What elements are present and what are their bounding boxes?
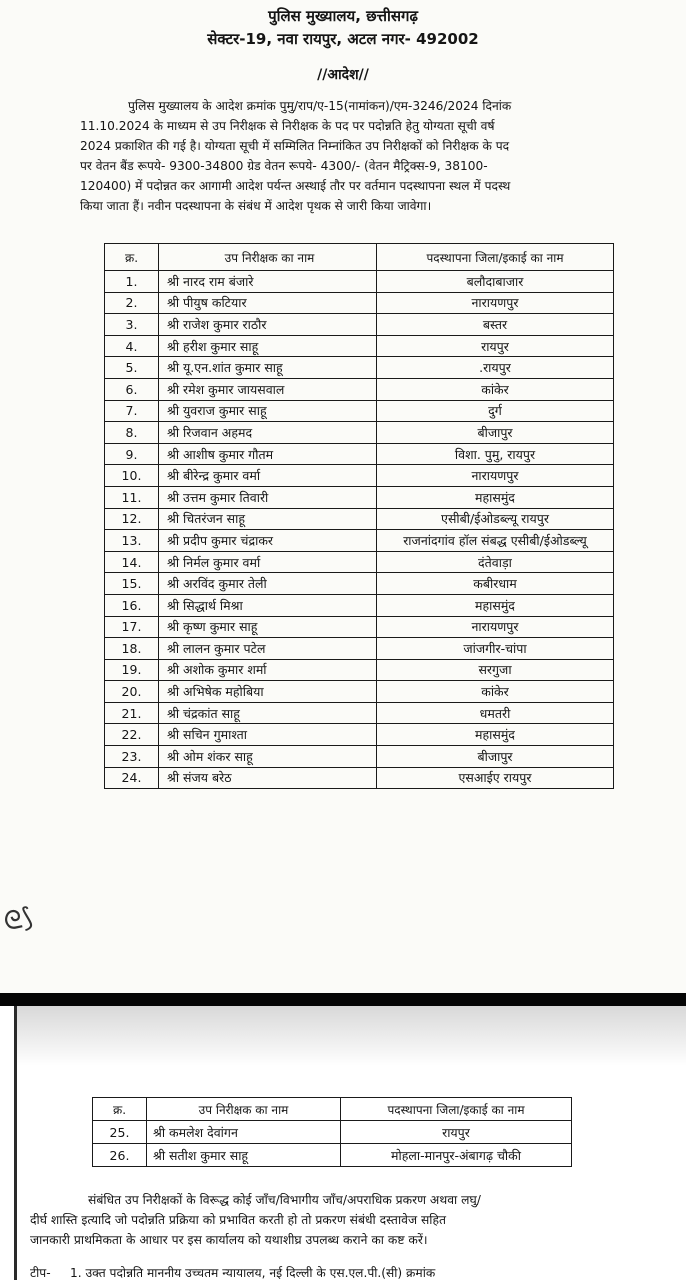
serial-number: 22. [105, 724, 159, 746]
serial-header: क्र. [93, 1098, 147, 1121]
officer-name: श्री लालन कुमार पटेल [159, 638, 377, 660]
table-row [105, 271, 614, 293]
closing-paragraph [30, 1190, 660, 1250]
table-header-row [105, 244, 614, 271]
table-header-row [93, 1098, 572, 1121]
officer-name: श्री निर्मल कुमार वर्मा [159, 551, 377, 573]
posting-location: महासमुंद [377, 486, 614, 508]
serial-number: 19. [105, 659, 159, 681]
serial-number: 5. [105, 357, 159, 379]
posting-location: बीजापुर [377, 422, 614, 444]
handwritten-mark: ᘓ⟆ [1, 902, 36, 938]
serial-number: 1. [105, 271, 159, 293]
serial-number: 16. [105, 594, 159, 616]
table-row [105, 314, 614, 336]
posting-location: सरगुजा [377, 659, 614, 681]
table-row [105, 335, 614, 357]
serial-number: 15. [105, 573, 159, 595]
officer-name: श्री उत्तम कुमार तिवारी [159, 486, 377, 508]
officer-name: श्री कृष्ण कुमार साहू [159, 616, 377, 638]
page-shadow [17, 1006, 686, 1066]
table-row [93, 1144, 572, 1167]
serial-header: क्र. [105, 244, 159, 271]
table-row [105, 422, 614, 444]
name-header: उप निरीक्षक का नाम [147, 1098, 341, 1121]
serial-number: 9. [105, 443, 159, 465]
officer-name: श्री कमलेश देवांगन [147, 1121, 341, 1144]
serial-number: 8. [105, 422, 159, 444]
serial-number: 24. [105, 767, 159, 789]
table-row [105, 378, 614, 400]
posting-location: कांकेर [377, 681, 614, 703]
officer-name: श्री राजेश कुमार राठौर [159, 314, 377, 336]
continuation-table [92, 1097, 572, 1167]
posting-location: रायपुर [341, 1121, 572, 1144]
intro-line: पुलिस मुख्यालय के आदेश क्रमांक पुमु/राप/ए-15(नामांकन)/एम-3246/2024 दिनांक [128, 99, 512, 113]
officer-name: श्री अशोक कुमार शर्मा [159, 659, 377, 681]
officer-name: श्री चंद्रकांत साहू [159, 702, 377, 724]
table-row [105, 681, 614, 703]
officer-name: श्री बीरेन्द्र कुमार वर्मा [159, 465, 377, 487]
officer-name: श्री नारद राम बंजारे [159, 271, 377, 293]
table-row [105, 616, 614, 638]
officer-name: श्री अभिषेक महोबिया [159, 681, 377, 703]
table-row [105, 767, 614, 789]
serial-number: 17. [105, 616, 159, 638]
table-row [105, 638, 614, 660]
officer-name: श्री ओम शंकर साहू [159, 746, 377, 768]
posting-location: एसीबी/ईओडब्ल्यू रायपुर [377, 508, 614, 530]
table-row [105, 530, 614, 552]
table-row [105, 465, 614, 487]
officer-name: श्री यू.एन.शांत कुमार साहू [159, 357, 377, 379]
posting-location: नारायणपुर [377, 465, 614, 487]
table-row [105, 702, 614, 724]
officer-name: श्री अरविंद कुमार तेली [159, 573, 377, 595]
document-page-2 [0, 1006, 686, 1280]
continuation-table-body [93, 1121, 572, 1167]
posting-location: नारायणपुर [377, 292, 614, 314]
officer-name: श्री प्रदीप कुमार चंद्राकर [159, 530, 377, 552]
posting-location: नारायणपुर [377, 616, 614, 638]
closing-line: संबंधित उप निरीक्षकों के विरूद्ध कोई जाँच/विभागीय जाँच/अपराधिक प्रकरण अथवा लघु/ [88, 1193, 481, 1207]
intro-line: किया जाता हैं। नवीन पदस्थापना के संबंध में आदेश पृथक से जारी किया जावेगा। [80, 199, 432, 213]
serial-number: 3. [105, 314, 159, 336]
posting-location: जांजगीर-चांपा [377, 638, 614, 660]
intro-paragraph [80, 96, 622, 216]
serial-number: 26. [93, 1144, 147, 1167]
posting-location: कांकेर [377, 378, 614, 400]
officer-name: श्री पीयुष कटियार [159, 292, 377, 314]
table-row [105, 443, 614, 465]
order-heading: //आदेश// [317, 67, 369, 83]
officer-name: श्री सचिन गुमाश्ता [159, 724, 377, 746]
promotion-table [104, 243, 614, 789]
officer-name: श्री युवराज कुमार साहू [159, 400, 377, 422]
intro-line: 11.10.2024 के माध्यम से उप निरीक्षक से निरीक्षक के पद पर पदोन्नति हेतु योग्यता सूची वर्ष [80, 119, 495, 133]
serial-number: 10. [105, 465, 159, 487]
table-row [105, 357, 614, 379]
serial-number: 2. [105, 292, 159, 314]
closing-line: दीर्घ शास्ति इत्यादि जो पदोन्नति प्रक्रिया को प्रभावित करती हो तो प्रकरण संबंधी दस्तावेज सहित [30, 1213, 447, 1227]
officer-name: श्री सतीश कुमार साहू [147, 1144, 341, 1167]
table-row [105, 659, 614, 681]
table-row [105, 746, 614, 768]
office-address: सेक्टर-19, नवा रायपुर, अटल नगर- 492002 [207, 30, 479, 48]
posting-location: दुर्ग [377, 400, 614, 422]
intro-line: 2024 प्रकाशित की गई है। योग्यता सूची में सम्मिलित निम्नांकित उप निरीक्षकों को निरीक्षक के पद [80, 139, 510, 153]
serial-number: 11. [105, 486, 159, 508]
table-row [105, 400, 614, 422]
posting-location: कबीरधाम [377, 573, 614, 595]
serial-number: 18. [105, 638, 159, 660]
posting-location: राजनांदगांव हॉल संबद्ध एसीबी/ईओडब्ल्यू [377, 530, 614, 552]
promotion-table-body [105, 271, 614, 789]
office-title: पुलिस मुख्यालय, छत्तीसगढ़ [268, 7, 418, 25]
serial-number: 21. [105, 702, 159, 724]
serial-number: 7. [105, 400, 159, 422]
serial-number: 20. [105, 681, 159, 703]
table-row [105, 292, 614, 314]
table-row [105, 486, 614, 508]
posting-location: मोहला-मानपुर-अंबागढ़ चौकी [341, 1144, 572, 1167]
name-header: उप निरीक्षक का नाम [159, 244, 377, 271]
posting-location: रायपुर [377, 335, 614, 357]
intro-line: पर वेतन बैंड रूपये- 9300-34800 ग्रेड वेतन रूपये- 4300/- (वेतन मैट्रिक्स-9, 38100- [80, 159, 488, 173]
officer-name: श्री आशीष कुमार गौतम [159, 443, 377, 465]
posting-location: विशा. पुमु, रायपुर [377, 443, 614, 465]
posting-location: धमतरी [377, 702, 614, 724]
serial-number: 25. [93, 1121, 147, 1144]
serial-number: 4. [105, 335, 159, 357]
officer-name: श्री हरीश कुमार साहू [159, 335, 377, 357]
intro-line: 120400) में पदोन्नत कर आगामी आदेश पर्यन्त अस्थाई तौर पर वर्तमान पदस्थापना स्थल में पदस्थ [80, 179, 511, 193]
posting-location: बलौदाबाजार [377, 271, 614, 293]
posting-location: महासमुंद [377, 594, 614, 616]
posting-header: पदस्थापना जिला/इकाई का नाम [377, 244, 614, 271]
table-row [93, 1121, 572, 1144]
table-row [105, 724, 614, 746]
officer-name: श्री चितरंजन साहू [159, 508, 377, 530]
serial-number: 14. [105, 551, 159, 573]
page-divider [0, 993, 686, 1006]
officer-name: श्री रमेश कुमार जायसवाल [159, 378, 377, 400]
table-row [105, 551, 614, 573]
posting-location: महासमुंद [377, 724, 614, 746]
posting-header: पदस्थापना जिला/इकाई का नाम [341, 1098, 572, 1121]
posting-location: बीजापुर [377, 746, 614, 768]
officer-name: श्री सिद्धार्थ मिश्रा [159, 594, 377, 616]
note-line: टीप- 1. उक्त पदोन्नति माननीय उच्चतम न्यायालय, नई दिल्ली के एस.एल.पी.(सी) क्रमांक [30, 1266, 436, 1280]
posting-location: दंतेवाड़ा [377, 551, 614, 573]
table-row [105, 508, 614, 530]
posting-location: .रायपुर [377, 357, 614, 379]
table-row [105, 573, 614, 595]
officer-name: श्री रिजवान अहमद [159, 422, 377, 444]
serial-number: 6. [105, 378, 159, 400]
closing-line: जानकारी प्राथमिकता के आधार पर इस कार्यालय को यथाशीघ्र उपलब्ध कराने का कष्ट करें। [30, 1233, 428, 1247]
posting-location: एसआईए रायपुर [377, 767, 614, 789]
serial-number: 13. [105, 530, 159, 552]
serial-number: 23. [105, 746, 159, 768]
serial-number: 12. [105, 508, 159, 530]
table-row [105, 594, 614, 616]
officer-name: श्री संजय बरेठ [159, 767, 377, 789]
posting-location: बस्तर [377, 314, 614, 336]
